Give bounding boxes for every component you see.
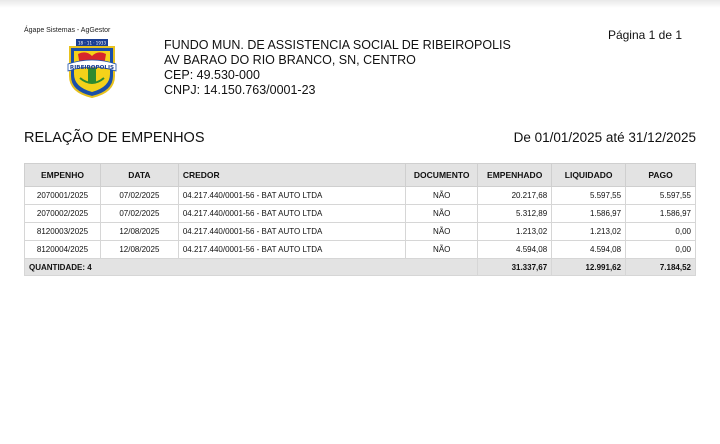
municipal-crest-logo [66, 38, 118, 98]
org-cep: CEP: 49.530-000 [164, 68, 260, 82]
cell-credor: 04.217.440/0001-56 - BAT AUTO LTDA [178, 241, 405, 259]
system-name: Ágape Sistemas - AgGestor [24, 27, 111, 34]
column-header-documento: DOCUMENTO [406, 164, 478, 187]
cell-liquidado: 5.597,55 [552, 187, 626, 205]
cell-data: 07/02/2025 [100, 187, 178, 205]
org-name: FUNDO MUN. DE ASSISTENCIA SOCIAL DE RIBEIROPOLIS [164, 38, 511, 52]
top-shadow-bar [0, 0, 720, 8]
total-quantity-label: QUANTIDADE: 4 [25, 259, 478, 276]
cell-credor: 04.217.440/0001-56 - BAT AUTO LTDA [178, 223, 405, 241]
cell-empenhado: 20.217,68 [478, 187, 552, 205]
column-header-empenho: EMPENHO [25, 164, 101, 187]
cell-documento: NÃO [406, 223, 478, 241]
svg-text:18 · 11 · 1933: 18 · 11 · 1933 [78, 40, 106, 46]
table-row [25, 241, 696, 259]
cell-empenho: 8120003/2025 [25, 223, 101, 241]
total-row [25, 259, 696, 276]
column-header-credor: CREDOR [178, 164, 405, 187]
cell-empenho: 2070001/2025 [25, 187, 101, 205]
organization-info [164, 38, 511, 98]
cell-data: 07/02/2025 [100, 205, 178, 223]
total-empenhado: 31.337,67 [478, 259, 552, 276]
column-header-empenhado: EMPENHADO [478, 164, 552, 187]
total-liquidado: 12.991,62 [552, 259, 626, 276]
cell-documento: NÃO [406, 187, 478, 205]
cell-data: 12/08/2025 [100, 223, 178, 241]
cell-data: 12/08/2025 [100, 241, 178, 259]
column-header-pago: PAGO [626, 164, 696, 187]
total-pago: 7.184,52 [626, 259, 696, 276]
cell-liquidado: 4.594,08 [552, 241, 626, 259]
cell-pago: 0,00 [626, 241, 696, 259]
cell-empenhado: 1.213,02 [478, 223, 552, 241]
table-row [25, 223, 696, 241]
page-number: Página 1 de 1 [607, 28, 682, 42]
empenhos-table [24, 163, 696, 276]
org-address: AV BARAO DO RIO BRANCO, SN, CENTRO [164, 53, 416, 67]
table-row [25, 205, 696, 223]
cell-empenhado: 4.594,08 [478, 241, 552, 259]
svg-text:RIBEIROPOLIS: RIBEIROPOLIS [69, 65, 115, 71]
table-row [25, 187, 696, 205]
cell-pago: 1.586,97 [626, 205, 696, 223]
cell-documento: NÃO [406, 241, 478, 259]
column-header-liquidado: LIQUIDADO [552, 164, 626, 187]
cell-documento: NÃO [406, 205, 478, 223]
cell-liquidado: 1.213,02 [552, 223, 626, 241]
cell-liquidado: 1.586,97 [552, 205, 626, 223]
cell-pago: 5.597,55 [626, 187, 696, 205]
report-title: RELAÇÃO DE EMPENHOS [24, 130, 205, 146]
cell-pago: 0,00 [626, 223, 696, 241]
cell-credor: 04.217.440/0001-56 - BAT AUTO LTDA [178, 187, 405, 205]
table-header-row [25, 164, 696, 187]
cell-empenho: 8120004/2025 [25, 241, 101, 259]
report-period: De 01/01/2025 até 31/12/2025 [513, 130, 696, 145]
cell-credor: 04.217.440/0001-56 - BAT AUTO LTDA [178, 205, 405, 223]
column-header-data: DATA [100, 164, 178, 187]
org-cnpj: CNPJ: 14.150.763/0001-23 [164, 83, 316, 97]
cell-empenhado: 5.312,89 [478, 205, 552, 223]
cell-empenho: 2070002/2025 [25, 205, 101, 223]
